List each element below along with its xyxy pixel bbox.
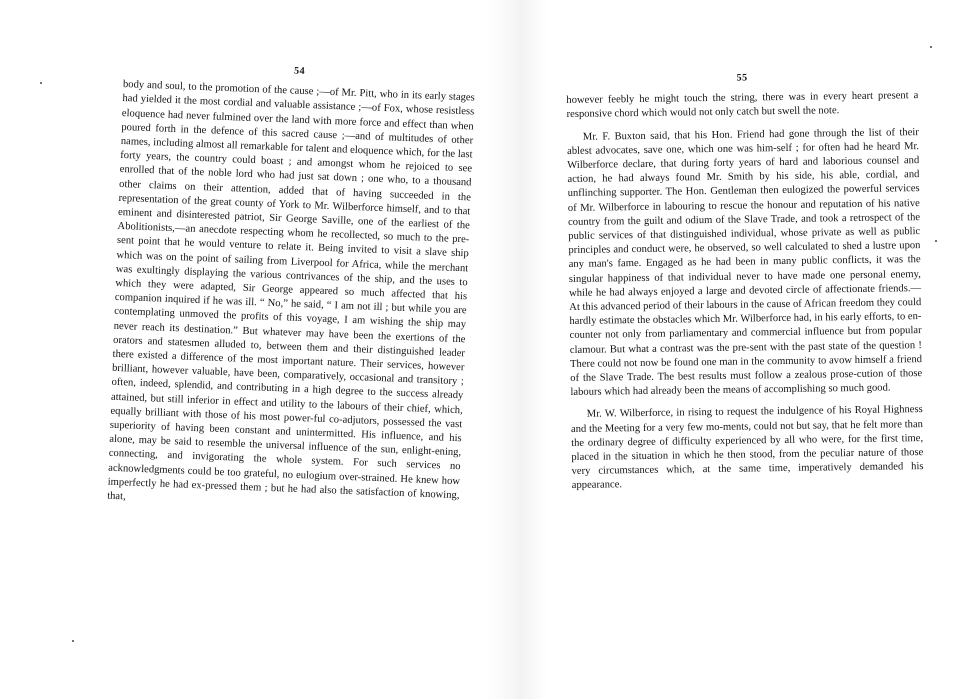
- left-page: [107, 58, 476, 525]
- scan-speck: [935, 240, 937, 242]
- left-paragraph-1: body and soul, to the promotion of the cause ;—of Mr. Pitt, who in its early stages had yielded it the most cordial and valuable assistance ;—of Fox, whose resistless eloquence had never fulmined over the land with more force and effect than when poured forth in the defence of this sacred cause ;—and of multitudes of other names, including almost all remarkable for talent and eloquence which, for the last forty years, the country could boast ; and amongst whom he rejoiced to see enrolled that of the noble lord who had just sat down ; one who, to a thousand other claims on their attention, added that of having succeeded in the representation of the great county of York to Mr. Wilberforce himself, and to that eminent and disinterested patriot, Sir George Saville, one of the earliest of the Abolitionists,—an anecdote respecting whom he recollected, so much to the pre-sent point that he would venture to relate it. Being invited to visit a slave ship which was on the point of sailing from Liverpool for Africa, while the merchant was exultingly displaying the various contrivances of the ship, and the uses to which they were adapted, Sir George appeared so much affected that his companion inquired if he was ill. “ No,” he said, “ I am not ill ; but while you are contemplating unmoved the profits of this voyage, I am wishing the ship may never reach its destination.” But whatever may have been the exertions of the orators and statesmen alluded to, between them and their distinguished leader there existed a difference of the most important nature. Their services, however brilliant, however valuable, have been, comparatively, occasional and transitory ; often, indeed, splendid, and contributing in a high degree to the success already attained, but still inferior in effect and utility to the labours of their chief, which, equally brilliant with those of his most power-ful co-adjutors, possessed the vast superiority of having been constant and unintermitted. His influence, and his alone, may be said to resemble the universal influence of the sun, enlight-ening, connecting, and invigorating the whole system. For such services no acknowledgments could be too grateful, no eulogium over-strained. He knew how imperfectly he had ex-pressed them ; but he had also the satisfaction of knowing, that,: [106, 79, 475, 503]
- right-page: [566, 69, 924, 502]
- book-gutter: [487, 0, 547, 699]
- right-paragraph-2: Mr. F. Buxton said, that his Hon. Friend had gone through the list of their ablest advocates, save one, which one was him-self ; for often had he heard Mr. Wilberforce declare, that during forty years of hard and laborious counsel and action, he had always found Mr. Smith by his side, his able, cordial, and unflinching supporter. The Hon. Gentleman then eulogized the powerful services of Mr. Wilberforce in labouring to rescue the honour and reputation of his native country from the guilt and odium of the Slave Trade, and took a retrospect of the public services of that distinguished individual, whose private as well as public principles and conduct were, he observed, so well calculated to shed a lustre upon any man's fame. Engaged as he had been in many public conflicts, it was the singular happiness of that individual never to have made one personal enemy, while he had always enjoyed a large and devoted circle of affectionate friends.—At this advanced period of their labours in the cause of African freedom they could hardly estimate the obstacles which Mr. Wilberforce had, in his early efforts, to en-counter not only from parliamentary and commercial influence but from popular clamour. But what a contrast was the pre-sent with the past state of the question ! There could not now be found one man in the community to avow himself a friend of the Slave Trade. The best results must follow a zealous prose-cution of those labours which had already been the means of accomplishing so much good.: [567, 126, 923, 399]
- right-paragraph-1: however feebly he might touch the string, there was in every heart present a responsive chord which would not only catch but swell the note.: [566, 90, 919, 121]
- scan-speck: [72, 640, 74, 642]
- right-page-number: 55: [736, 72, 748, 84]
- right-paragraph-3: Mr. W. Wilberforce, in rising to request the indulgence of his Royal Highness and the Meeting for a very few mo-ments, could not but say, that he felt more than the ordinary degree of difficulty experienced by all who were, for the first time, placed in the situation in which he then stood, from the peculiar nature of those very circumstances which, at the same time, imperatively demanded his appearance.: [570, 404, 924, 492]
- left-page-number: 54: [293, 65, 306, 77]
- scan-speck: [930, 46, 932, 48]
- scan-speck: [40, 82, 42, 84]
